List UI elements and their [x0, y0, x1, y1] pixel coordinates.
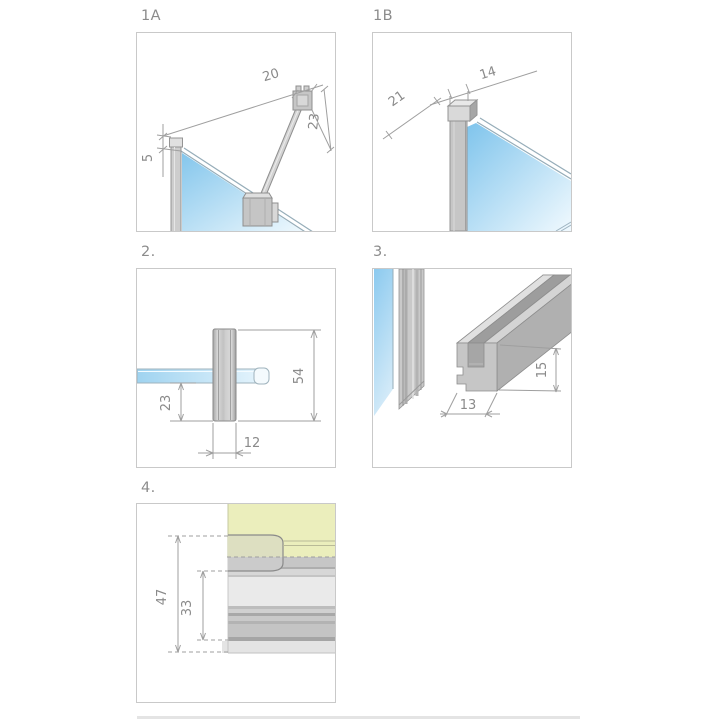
dimension-text-13: 13 — [459, 398, 477, 413]
panel-1a-label: 1A — [141, 8, 161, 24]
diagram-clamp-cross-section — [137, 269, 335, 467]
glass-pane — [467, 118, 571, 231]
glass-clamp — [243, 193, 278, 226]
diagram-glass-panel-with-support-bar — [137, 33, 335, 231]
panel-3-label: 3. — [373, 244, 388, 260]
dimension-text-47: 47 — [155, 588, 170, 606]
dimension-text-33: 33 — [180, 599, 195, 617]
dimension-text-21: 21 — [385, 88, 409, 111]
bottom-rail — [457, 275, 571, 391]
dimension-text-20: 20 — [260, 66, 282, 86]
panel-2 — [136, 268, 336, 468]
panel-4 — [136, 503, 336, 703]
dimension-text-54: 54 — [292, 367, 307, 385]
dimension-text-14: 14 — [477, 64, 499, 84]
diagram-wall-mount-section — [137, 504, 335, 702]
panel-3 — [372, 268, 572, 468]
panel-1a — [136, 32, 336, 232]
next-panel-edge — [137, 716, 580, 719]
wall-profile-strip — [399, 269, 424, 409]
support-rod — [257, 106, 302, 205]
dimension-text-23: 23 — [306, 112, 323, 131]
diagram-bottom-rail-profile — [373, 269, 571, 467]
glass-pane-section — [137, 368, 269, 384]
panel-2-label: 2. — [141, 244, 156, 260]
diagram-wall-profile-top — [373, 33, 571, 231]
glass-edge-profile — [170, 138, 183, 231]
glass-pane — [374, 269, 393, 416]
panel-1b — [372, 32, 572, 232]
dimension-text-5: 5 — [141, 153, 156, 163]
dimension-lines-4 — [176, 536, 206, 652]
dimension-text-23: 23 — [159, 394, 174, 412]
dimension-text-15: 15 — [535, 361, 550, 379]
stabilizer-bar-section — [213, 329, 236, 421]
panel-1b-label: 1B — [373, 8, 393, 24]
dimension-text-12: 12 — [243, 436, 261, 451]
panel-4-label: 4. — [141, 480, 156, 496]
